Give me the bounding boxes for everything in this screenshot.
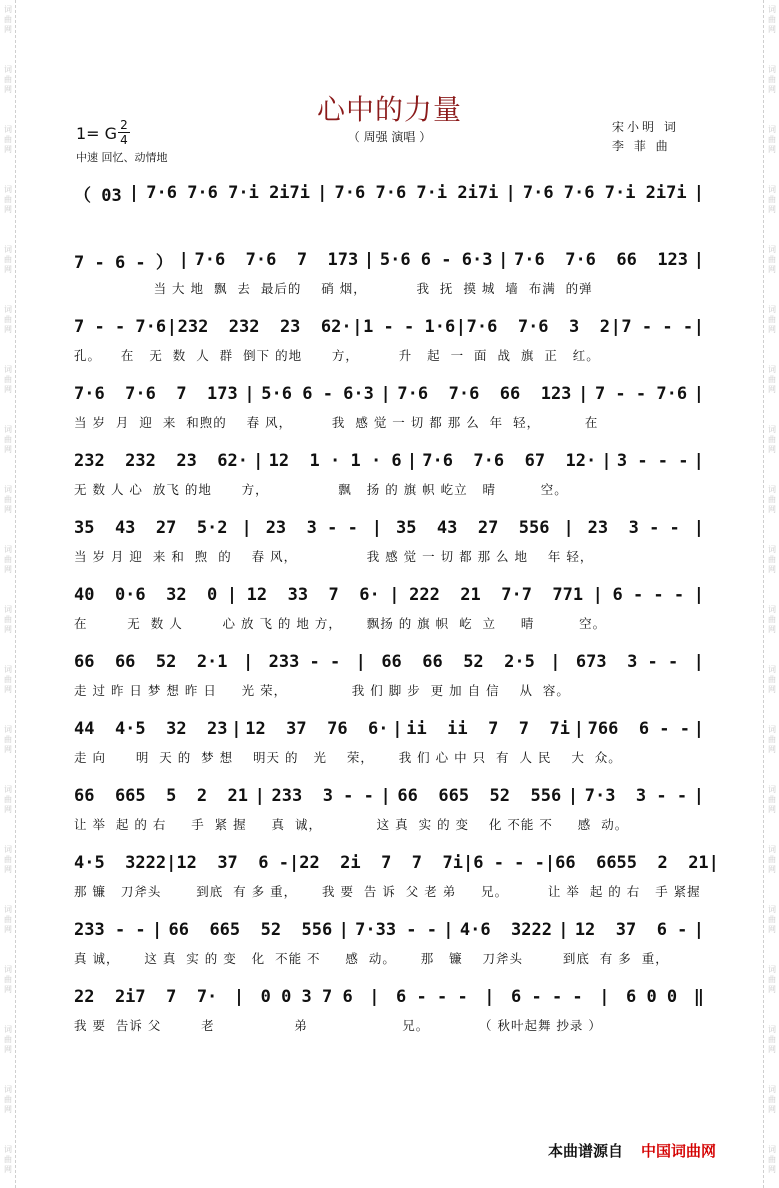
left-margin-strip bbox=[0, 0, 16, 1188]
lyricist-credit: 宋小明 词 bbox=[612, 120, 679, 134]
watermark-text: 词 曲 网 bbox=[768, 965, 776, 994]
barline: | bbox=[693, 451, 704, 471]
lyric-row bbox=[74, 212, 704, 230]
measure: 66 665 52 556 bbox=[168, 920, 333, 940]
barline: | bbox=[578, 384, 589, 404]
barline: | bbox=[242, 652, 254, 672]
barline: | bbox=[380, 786, 391, 806]
measure: 66 66 52 2·1 bbox=[74, 652, 228, 672]
watermark-text: 词 曲 网 bbox=[4, 365, 12, 394]
watermark-text: 词 曲 网 bbox=[768, 785, 776, 814]
measure: 7·6 7·6 7·i 2i7i bbox=[146, 183, 311, 203]
barline: | bbox=[231, 719, 242, 739]
lyric-row: 那 镰 刀斧头 到底 有 多 重， 我 要 告 诉 父 老 弟 兄。 让 举 起 的 右 手 紧握 bbox=[74, 884, 701, 899]
singer-credit: （ 周强 演唱 ） bbox=[347, 130, 432, 144]
measure: 12 37 6 - bbox=[176, 853, 289, 873]
measure: 22 2i7 7 7· bbox=[74, 987, 218, 1007]
watermark-text: 词 曲 网 bbox=[768, 125, 776, 154]
measure: 35 43 27 5·2 bbox=[74, 518, 228, 538]
measure: 6 - - - bbox=[396, 987, 468, 1007]
score-row bbox=[74, 314, 704, 340]
barline: | bbox=[317, 183, 328, 203]
barline: | bbox=[693, 719, 704, 739]
watermark-text: 词 曲 网 bbox=[768, 185, 776, 214]
measure: 7·3 3 - - bbox=[584, 786, 688, 806]
watermark-text: 词 曲 网 bbox=[4, 785, 12, 814]
barline: | bbox=[693, 384, 704, 404]
barline: | bbox=[288, 853, 300, 873]
watermark-text: 词 曲 网 bbox=[4, 905, 12, 934]
tempo-marking: 中速 回忆、动情地 bbox=[76, 151, 168, 164]
barline: | bbox=[371, 518, 383, 538]
barline: | bbox=[544, 853, 556, 873]
measure: 7 - 6 - ） bbox=[74, 252, 173, 273]
lyric-row: 走 向 明 天 的 梦 想 明天 的 光 荣， 我 们 心 中 只 有 人 民 大 众。 bbox=[74, 750, 622, 765]
composer-credit: 李 菲 曲 bbox=[612, 139, 671, 153]
lyric-row: 让 举 起 的 右 手 紧 握 真 诚， 这 真 实 的 变 化 不能 不 感 动。 bbox=[74, 817, 629, 832]
barline: | bbox=[380, 384, 391, 404]
barline: | bbox=[563, 518, 574, 538]
score-row bbox=[74, 850, 719, 876]
measure: 7 - - 7·6 bbox=[594, 384, 688, 404]
lyric-row: 当 岁 月 迎 来 和 煦 的 春 风， 我 感 觉 一 切 都 那 么 地 年 轻， bbox=[74, 549, 594, 564]
barline: | bbox=[128, 183, 140, 203]
watermark-text: 词 曲 网 bbox=[4, 305, 12, 334]
measure: 6 - - - bbox=[511, 987, 583, 1007]
right-margin-strip bbox=[763, 0, 779, 1188]
watermark-text: 词 曲 网 bbox=[768, 65, 776, 94]
watermark-text: 词 曲 网 bbox=[4, 725, 12, 754]
measure: 40 0·6 32 0 bbox=[74, 585, 218, 605]
measure: 7·33 - - bbox=[355, 920, 437, 940]
measure: 232 232 23 62· bbox=[177, 317, 352, 337]
barline: | bbox=[693, 183, 704, 203]
watermark-text: 词 曲 网 bbox=[4, 185, 12, 214]
measure: 233 - - bbox=[268, 652, 341, 672]
barline: | bbox=[253, 451, 264, 471]
watermark-text: 词 曲 网 bbox=[768, 365, 776, 394]
barline: | bbox=[484, 987, 495, 1007]
measure: 12 1 · 1 · 6 bbox=[268, 451, 402, 471]
barline: | bbox=[254, 786, 265, 806]
lyric-row: 在 无 数 人 心 放 飞 的 地 方， 飘扬 的 旗 帜 屹 立 晴 空。 bbox=[74, 616, 607, 631]
watermark-text: 词 曲 网 bbox=[768, 485, 776, 514]
score-row bbox=[74, 247, 704, 273]
watermark-text: 词 曲 网 bbox=[4, 545, 12, 574]
barline: | bbox=[498, 250, 509, 270]
watermark-text: 词 曲 网 bbox=[768, 1085, 776, 1114]
lyric-row: 真 诚， 这 真 实 的 变 化 不能 不 感 动。 那 镰 刀斧头 到底 有 多 重， bbox=[74, 951, 669, 966]
barline: | bbox=[601, 451, 612, 471]
barline: | bbox=[693, 920, 704, 940]
watermark-text: 词 曲 网 bbox=[4, 1025, 12, 1054]
lyric-row: 无 数 人 心 放飞 的地 方， 飘 扬 的 旗 帜 屹立 晴 空。 bbox=[74, 482, 568, 497]
watermark-text: 词 曲 网 bbox=[768, 1025, 776, 1054]
footer-source-label: 本曲谱源自 bbox=[548, 1142, 624, 1160]
measure: 6 0 0 bbox=[625, 987, 678, 1007]
measure: 7·6 7·6 7 173 bbox=[74, 384, 238, 404]
barline: | bbox=[455, 317, 467, 337]
measure: 66 665 52 556 bbox=[397, 786, 562, 806]
time-signature-top: 2 bbox=[120, 118, 128, 132]
measure: 7 - - - bbox=[621, 317, 694, 337]
score-row bbox=[74, 180, 704, 206]
lyric-row: 我 要 告诉 父 老 弟 兄。 （ 秋叶起舞 抄录 ） bbox=[74, 1018, 602, 1033]
barline: | bbox=[693, 317, 704, 337]
watermark-text: 词 曲 网 bbox=[4, 425, 12, 454]
barline: | bbox=[505, 183, 516, 203]
score-row bbox=[74, 917, 704, 943]
barline: | bbox=[392, 719, 403, 739]
measure: 5·6 6 - 6·3 bbox=[379, 250, 493, 270]
measure: 1 - - 1·6 bbox=[363, 317, 456, 337]
barline: | bbox=[573, 719, 584, 739]
watermark-text: 词 曲 网 bbox=[768, 545, 776, 574]
watermark-text: 词 曲 网 bbox=[768, 605, 776, 634]
measure: ii ii 7 7 7i bbox=[406, 719, 570, 739]
barline: | bbox=[443, 920, 454, 940]
measure: 23 3 - - bbox=[587, 518, 680, 538]
measure: 22 2i 7 7 7i bbox=[299, 853, 463, 873]
lyric-row: 孔。 在 无 数 人 群 倒下 的地 方， 升 起 一 面 战 旗 正 红。 bbox=[74, 348, 600, 363]
barline: | bbox=[406, 451, 418, 471]
barline: | bbox=[244, 384, 255, 404]
barline: | bbox=[693, 786, 704, 806]
score-row bbox=[74, 783, 704, 809]
barline: | bbox=[708, 853, 719, 873]
measure: （ 03 bbox=[74, 185, 122, 206]
footer-site-link[interactable]: 中国词曲网 bbox=[641, 1142, 717, 1160]
score-row bbox=[74, 381, 704, 407]
measure: 12 37 76 6· bbox=[245, 719, 389, 739]
measure: 7·6 7·6 66 123 bbox=[397, 384, 572, 404]
watermark-text: 词 曲 网 bbox=[768, 425, 776, 454]
barline: | bbox=[592, 585, 603, 605]
measure: 4·5 3222 bbox=[74, 853, 167, 873]
watermark-text: 词 曲 网 bbox=[4, 1085, 12, 1114]
watermark-text: 词 曲 网 bbox=[4, 125, 12, 154]
barline: | bbox=[693, 518, 704, 538]
barline: | bbox=[558, 920, 569, 940]
measure: 673 3 - - bbox=[575, 652, 679, 672]
watermark-text: 词 曲 网 bbox=[768, 5, 776, 34]
score-row bbox=[74, 984, 704, 1010]
watermark-text: 词 曲 网 bbox=[768, 905, 776, 934]
watermark-text: 词 曲 网 bbox=[4, 605, 12, 634]
measure: 222 21 7·7 771 bbox=[409, 585, 584, 605]
barline: | bbox=[567, 786, 579, 806]
time-signature-bottom: 4 bbox=[120, 133, 128, 147]
lyric-row: 当 大 地 飘 去 最后的 硝 烟， 我 抚 摸 城 墙 布满 的弹 bbox=[74, 281, 593, 296]
measure: 6 - - - bbox=[612, 585, 685, 605]
measure: 7·6 7·6 3 2 bbox=[466, 317, 610, 337]
barline: | bbox=[693, 250, 704, 270]
watermark-text: 词 曲 网 bbox=[4, 485, 12, 514]
barline: | bbox=[355, 652, 366, 672]
measure: 766 6 - - bbox=[587, 719, 691, 739]
lyric-row: 走 过 昨 日 梦 想 昨 日 光 荣， 我 们 脚 步 更 加 自 信 从 容。 bbox=[74, 683, 570, 698]
barline: | bbox=[166, 853, 177, 873]
measure: 7 - - 7·6 bbox=[74, 317, 167, 337]
barline: | bbox=[166, 317, 177, 337]
measure: 6 - - - bbox=[473, 853, 545, 873]
barline: | bbox=[369, 987, 380, 1007]
measure: 66 66 52 2·5 bbox=[381, 652, 535, 672]
measure: 5·6 6 - 6·3 bbox=[261, 384, 374, 404]
measure: 233 - - bbox=[74, 920, 146, 940]
key-signature: 1= G bbox=[76, 124, 118, 143]
score-row bbox=[74, 716, 704, 742]
footer-source bbox=[548, 1140, 716, 1161]
measure: 12 33 7 6· bbox=[246, 585, 380, 605]
watermark-text: 词 曲 网 bbox=[4, 65, 12, 94]
measure: 233 3 - - bbox=[271, 786, 374, 806]
measure: 4·6 3222 bbox=[459, 920, 552, 940]
measure: 0 0 3 7 6 bbox=[260, 987, 353, 1007]
watermark-text: 词 曲 网 bbox=[4, 965, 12, 994]
barline: | bbox=[389, 585, 400, 605]
lyric-row: 当 岁 月 迎 来 和煦的 春 风， 我 感 觉 一 切 都 那 么 年 轻， 在 bbox=[74, 415, 599, 430]
barline: | bbox=[610, 317, 621, 337]
score-row bbox=[74, 515, 704, 541]
watermark-text: 词 曲 网 bbox=[768, 245, 776, 274]
barline: | bbox=[151, 920, 163, 940]
barline: | bbox=[226, 585, 238, 605]
measure: 7·6 7·6 7 173 bbox=[194, 250, 359, 270]
barline: | bbox=[693, 652, 704, 672]
watermark-text: 词 曲 网 bbox=[768, 845, 776, 874]
measure: 12 37 6 - bbox=[574, 920, 688, 940]
barline: | bbox=[550, 652, 561, 672]
barline: | bbox=[338, 920, 349, 940]
measure: 7·6 7·6 7·i 2i7i bbox=[522, 183, 687, 203]
measure: 66 6655 2 21 bbox=[555, 853, 709, 873]
barline: | bbox=[462, 853, 474, 873]
measure: 66 665 5 2 21 bbox=[74, 786, 248, 806]
measure: 232 232 23 62· bbox=[74, 451, 248, 471]
watermark-text: 词 曲 网 bbox=[768, 665, 776, 694]
measure: 3 - - - bbox=[616, 451, 689, 471]
barline: | bbox=[693, 585, 704, 605]
watermark-text: 词 曲 网 bbox=[4, 665, 12, 694]
watermark-text: 词 曲 网 bbox=[768, 1145, 776, 1174]
watermark-text: 词 曲 网 bbox=[768, 725, 776, 754]
watermark-text: 词 曲 网 bbox=[4, 245, 12, 274]
measure: 7·6 7·6 66 123 bbox=[514, 250, 689, 270]
barline: | bbox=[178, 250, 189, 270]
score-row bbox=[74, 649, 704, 675]
measure: 7·6 7·6 7·i 2i7i bbox=[334, 183, 499, 203]
score-row bbox=[74, 582, 704, 608]
song-title: 心中的力量 bbox=[316, 93, 462, 126]
barline: | bbox=[599, 987, 610, 1007]
measure: 35 43 27 556 bbox=[395, 518, 550, 538]
measure: 23 3 - - bbox=[265, 518, 358, 538]
score-row bbox=[74, 448, 704, 474]
barline: | bbox=[233, 987, 245, 1007]
barline: | bbox=[241, 518, 252, 538]
watermark-text: 词 曲 网 bbox=[4, 5, 12, 34]
watermark-text: 词 曲 网 bbox=[4, 1145, 12, 1174]
measure: 44 4·5 32 23 bbox=[74, 719, 228, 739]
watermark-text: 词 曲 网 bbox=[4, 845, 12, 874]
barline: | bbox=[363, 250, 375, 270]
barline: | bbox=[352, 317, 363, 337]
watermark-text: 词 曲 网 bbox=[768, 305, 776, 334]
barline: ‖ bbox=[693, 987, 704, 1007]
measure: 7·6 7·6 67 12· bbox=[422, 451, 597, 471]
time-signature bbox=[118, 119, 130, 146]
